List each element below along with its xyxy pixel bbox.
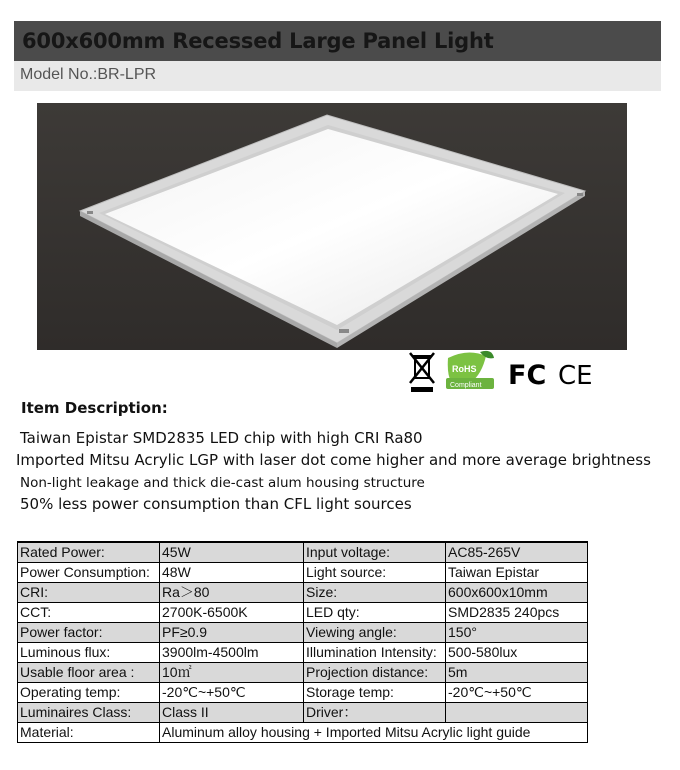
description-line: Imported Mitsu Acrylic LGP with laser dot come higher and more average brightness (16, 451, 651, 469)
spec-label: Power Consumption: (18, 563, 160, 583)
spec-value (446, 703, 588, 723)
ce-icon: CE (558, 361, 593, 391)
spec-label: Storage temp: (304, 683, 446, 703)
table-row (18, 663, 588, 683)
spec-value: -20℃~+50℃ (446, 683, 588, 703)
spec-value: 10㎡ (160, 663, 304, 683)
panel-light-illustration (37, 103, 627, 350)
spec-value: AC85-265V (446, 542, 588, 563)
spec-value: SMD2835 240pcs (446, 603, 588, 623)
table-row (18, 683, 588, 703)
table-row (18, 583, 588, 603)
spec-label: Light source: (304, 563, 446, 583)
model-bar (14, 61, 661, 91)
spec-value: 45W (160, 542, 304, 563)
certification-icons (408, 348, 608, 396)
spec-value: 48W (160, 563, 304, 583)
description-heading: Item Description: (21, 399, 168, 417)
spec-label: Driver： (304, 703, 446, 723)
spec-label: Operating temp: (18, 683, 160, 703)
product-photo (37, 103, 627, 350)
spec-label: Viewing angle: (304, 623, 446, 643)
spec-value: 5m (446, 663, 588, 683)
table-row (18, 623, 588, 643)
spec-value: PF≥0.9 (160, 623, 304, 643)
rohs-label: RoHS (452, 364, 477, 374)
spec-value: 3900lm-4500lm (160, 643, 304, 663)
spec-label: LED qty: (304, 603, 446, 623)
spec-value: 500-580lux (446, 643, 588, 663)
description-line: Non-light leakage and thick die-cast alum housing structure (20, 475, 425, 491)
table-row (18, 563, 588, 583)
spec-value: Class II (160, 703, 304, 723)
spec-label: Usable floor area : (18, 663, 160, 683)
spec-value: Taiwan Epistar (446, 563, 588, 583)
spec-value: Ra＞80 (160, 583, 304, 603)
spec-label: Rated Power: (18, 542, 160, 563)
spec-label: CCT: (18, 603, 160, 623)
weee-bin-icon (410, 353, 434, 392)
spec-label: Luminous flux: (18, 643, 160, 663)
model-number: Model No.:BR-LPR (20, 66, 157, 83)
spec-label: Power factor: (18, 623, 160, 643)
table-row (18, 542, 588, 563)
table-row (18, 703, 588, 723)
rohs-sublabel: Compliant (450, 382, 482, 389)
spec-label: Illumination Intensity: (304, 643, 446, 663)
spec-value: 600x600x10mm (446, 583, 588, 603)
spec-label: Luminaires Class: (18, 703, 160, 723)
title-bar (14, 21, 661, 61)
table-row (18, 643, 588, 663)
spec-value: -20℃~+50℃ (160, 683, 304, 703)
spec-value: Aluminum alloy housing + Imported Mitsu Acrylic light guide (160, 723, 588, 743)
description-line: 50% less power consumption than CFL light sources (20, 495, 412, 513)
table-row (18, 723, 588, 743)
fcc-icon: FC (508, 360, 547, 391)
spec-value: 150° (446, 623, 588, 643)
table-row (18, 603, 588, 623)
page-title: 600x600mm Recessed Large Panel Light (22, 29, 494, 53)
description-line: Taiwan Epistar SMD2835 LED chip with high CRI Ra80 (20, 429, 423, 447)
spec-label: Material: (18, 723, 160, 743)
spec-value: 2700K-6500K (160, 603, 304, 623)
spec-label: Input voltage: (304, 542, 446, 563)
spec-label: Size: (304, 583, 446, 603)
rohs-compliant-icon (446, 351, 494, 389)
spec-label: CRI: (18, 583, 160, 603)
spec-table (17, 541, 588, 743)
spec-label: Projection distance: (304, 663, 446, 683)
